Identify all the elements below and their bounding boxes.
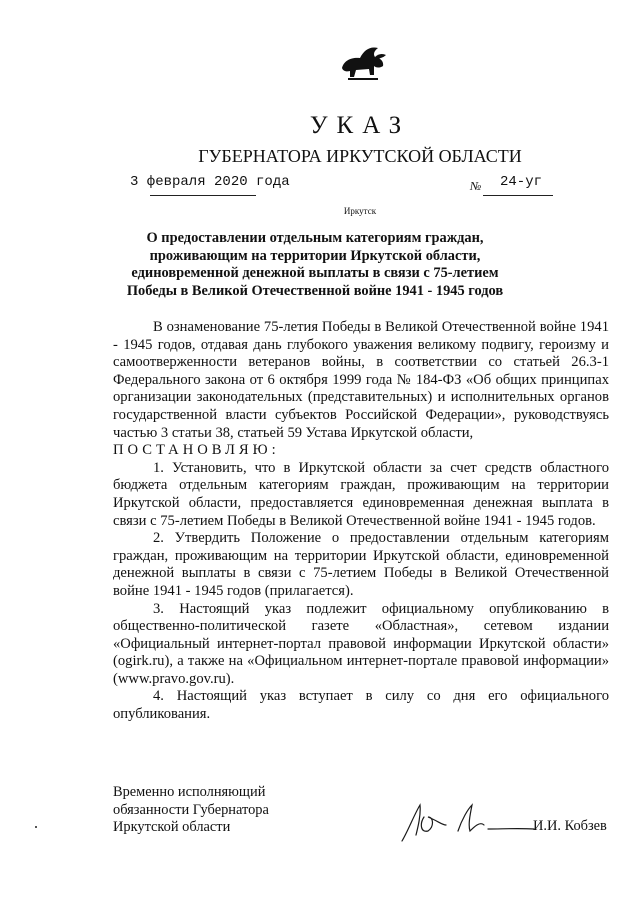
document-heading: О предоставлении отдельным категориям граждан, проживающим на территории Иркутской области, единовременной денежной выплаты в связи с 75-летием Победы в Великой Отечественной войне 1941 - 1945 годов — [126, 230, 504, 299]
signatory-position — [113, 784, 313, 837]
document-body — [113, 319, 609, 724]
number-label: № — [470, 179, 482, 193]
handwritten-signature — [398, 795, 538, 845]
preamble-paragraph: В ознаменование 75-летия Победы в Великой Отечественной войне 1941 - 1945 годов, отдавая дань глубокого уважения великому подвигу, героизму и самоотверженности ветеранов войны, в соответствии со статьей 26.3-1 Федерального закона от 6 октября 1999 года № 184-ФЗ «Об общих принципах организации законодательных (представительных) и исполнительных органов государственной власти субъектов Российской Федерации», руководствуясь частью 3 статьи 38, статьей 59 Устава Иркутской области, — [113, 319, 609, 441]
clause-3: 3. Настоящий указ подлежит официальному опубликованию в общественно-политической газете «Областная», сетевом издании «Официальный интернет-портал правовой информации Иркутской области» (ogirk.ru), а также на «Официальном интернет-портале правовой информации» (www.pravo.gov.ru). — [113, 600, 609, 687]
date-underline — [150, 195, 256, 196]
number-underline — [483, 195, 553, 196]
document-subtitle: ГУБЕРНАТОРА ИРКУТСКОЙ ОБЛАСТИ — [198, 146, 522, 166]
signatory-name: И.И. Кобзев — [533, 818, 607, 834]
document-title: УКАЗ — [309, 112, 411, 139]
document-city: Иркутск — [343, 206, 377, 216]
decree-word: ПОСТАНОВЛЯЮ: — [113, 442, 280, 459]
clause-4: 4. Настоящий указ вступает в силу со дня его официального опубликования. — [113, 688, 609, 723]
document-date: 3 февраля 2020 года — [130, 174, 290, 190]
signatory-position-line: обязанности Губернатора — [113, 801, 269, 818]
clause-1: 1. Установить, что в Иркутской области за счет средств областного бюджета отдельным категориям граждан, проживающим на территории Иркутской области, предоставляется единовременная денежная выплата в связи с 75-летием Победы в Великой Отечественной войне 1941 - 1945 годов. — [113, 459, 609, 529]
clause-2: 2. Утвердить Положение о предоставлении отдельным категориям граждан, проживающим на территории Иркутской области, единовременной денежной выплаты в связи с 75-летием Победы в Великой Отечественной войне 1941 - 1945 годов (прилагается). — [113, 530, 609, 599]
signatory-position-line: Иркутской области — [113, 819, 231, 836]
document-number: 24-уг — [500, 174, 543, 190]
margin-dot — [35, 826, 37, 828]
irkutsk-babr-emblem-icon — [334, 42, 392, 84]
signatory-position-line: Временно исполняющий — [113, 784, 266, 800]
